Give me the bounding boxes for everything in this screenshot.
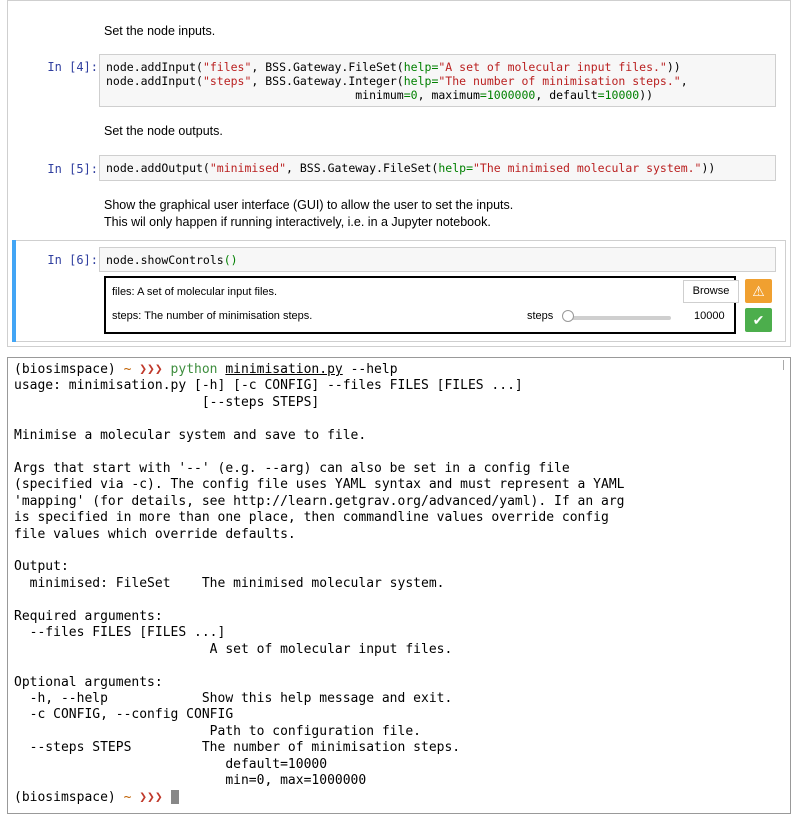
warning-icon: ⚠ <box>745 279 772 303</box>
terminal-env: (biosimspace) <box>14 362 116 377</box>
code-token: , <box>680 74 688 88</box>
code-string: "The number of minimisation steps." <box>438 74 681 88</box>
code-string: "steps" <box>202 74 252 88</box>
code-token: , BSS.Gateway.FileSet( <box>251 60 404 74</box>
browse-button[interactable]: Browse <box>683 280 739 303</box>
terminal-output-line: -c CONFIG, --config CONFIG <box>14 707 234 723</box>
jupyter-notebook <box>7 0 791 347</box>
code-kwarg: help <box>403 74 432 88</box>
markdown-gui-line-2: This wil only happen if running interactively, i.e. in a Jupyter notebook. <box>104 215 491 229</box>
terminal-output-line: (specified via -c). The config file uses YAML syntax and must represent a YAML <box>14 477 625 493</box>
steps-label: steps <box>527 310 554 322</box>
code-kwarg: minimum <box>355 88 404 102</box>
terminal-output-line: Args that start with '--' (e.g. --arg) can also be set in a config file <box>14 460 570 476</box>
code-token: node.addInput( <box>106 74 203 88</box>
code-kwarg: help <box>438 161 467 175</box>
steps-value[interactable]: 10000 <box>694 310 725 322</box>
code-kwarg: help <box>403 60 432 74</box>
code-indent <box>106 88 355 102</box>
cell-4-prompt: In [4]: <box>47 60 98 74</box>
terminal-cursor <box>171 790 179 804</box>
terminal-scroll-marker[interactable] <box>783 360 784 370</box>
code-op: = <box>431 74 439 88</box>
code-token: node.addInput( <box>106 60 203 74</box>
code-paren: () <box>223 253 238 267</box>
code-number: 1000000 <box>486 88 536 102</box>
code-number: 10000 <box>604 88 640 102</box>
terminal-arrows: ❯❯❯ <box>139 789 163 805</box>
markdown-set-inputs: Set the node inputs. <box>104 24 216 38</box>
files-label: files: A set of molecular input files. <box>112 286 278 298</box>
checkmark-icon: ✔ <box>745 308 772 332</box>
code-string: "The minimised molecular system." <box>473 161 702 175</box>
code-string: "files" <box>202 60 252 74</box>
terminal-output-line: Path to configuration file. <box>14 723 421 739</box>
controls-widget <box>104 276 736 334</box>
terminal-output-line: minimised: FileSet The minimised molecular system. <box>14 575 445 591</box>
code-kwarg: maximum <box>431 88 480 102</box>
code-kwarg: default <box>549 88 598 102</box>
terminal-output-line: Optional arguments: <box>14 674 163 690</box>
terminal-prompt-idle[interactable] <box>14 790 179 806</box>
terminal-output-line: usage: minimisation.py [-h] [-c CONFIG] --files FILES [FILES ...] <box>14 378 523 394</box>
steps-slider-handle[interactable] <box>562 310 574 322</box>
code-token: )) <box>701 161 716 175</box>
terminal-tilde: ~ <box>123 789 132 805</box>
code-token: )) <box>639 88 654 102</box>
cell-6-prompt: In [6]: <box>47 253 98 267</box>
terminal-arrows: ❯❯❯ <box>139 362 163 377</box>
code-token: node.addOutput( <box>106 161 210 175</box>
code-number: 0 <box>410 88 418 102</box>
code-string: "A set of molecular input files." <box>438 60 667 74</box>
terminal-output-line: --files FILES [FILES ...] <box>14 625 226 641</box>
terminal-output-line: Required arguments: <box>14 608 163 624</box>
markdown-gui-line-1: Show the graphical user interface (GUI) to allow the user to set the inputs. <box>104 198 514 212</box>
terminal-output-line: default=10000 <box>14 756 328 772</box>
terminal-output-line: [--steps STEPS] <box>14 394 320 410</box>
terminal-output-line: -h, --help Show this help message and exit. <box>14 691 453 706</box>
code-op: = <box>466 161 473 175</box>
terminal-env: (biosimspace) <box>14 789 116 805</box>
code-token: )) <box>666 60 681 74</box>
terminal-output-line: min=0, max=1000000 <box>14 773 367 789</box>
selected-cell-indicator <box>12 240 16 342</box>
terminal-tilde: ~ <box>123 362 132 377</box>
terminal-flag: --help <box>350 362 398 377</box>
terminal-output-line: 'mapping' (for details, see http://learn.getgrav.org/advanced/yaml). If an arg <box>14 493 625 509</box>
steps-description: steps: The number of minimisation steps. <box>112 310 313 322</box>
markdown-set-outputs: Set the node outputs. <box>104 124 223 138</box>
cell-5-prompt: In [5]: <box>47 162 98 176</box>
terminal-output-line: is specified in more than one place, then commandline values override config <box>14 510 609 526</box>
terminal-cmd: python <box>170 362 218 377</box>
code-string: "minimised" <box>209 161 287 175</box>
code-token: node.showControls <box>106 253 224 267</box>
terminal-output-line: Output: <box>14 559 69 575</box>
terminal-output-line: file values which override defaults. <box>14 526 296 542</box>
code-token: , BSS.Gateway.Integer( <box>251 74 404 88</box>
terminal-script: minimisation.py <box>225 362 343 377</box>
terminal-window <box>7 357 791 814</box>
terminal-output-line: Minimise a molecular system and save to file. <box>14 427 367 443</box>
steps-slider-track[interactable] <box>566 316 671 320</box>
cell-6-code[interactable] <box>99 247 776 272</box>
code-token: , BSS.Gateway.FileSet( <box>286 161 439 175</box>
terminal-prompt-command <box>14 362 398 378</box>
code-op: = <box>431 60 439 74</box>
terminal-output-line: A set of molecular input files. <box>14 641 453 657</box>
cell-4-code[interactable]: node.addInput("files", BSS.Gateway.FileSet(help="A set of molecular input files.")) node.addInput("steps", BSS.Gateway.Integer(help="The number of minimisation steps.", minimum=0, maximum=1000000, default=10000)) <box>99 54 776 107</box>
cell-5-code[interactable] <box>99 155 776 181</box>
terminal-output-line: --steps STEPS The number of minimisation steps. <box>14 740 461 756</box>
